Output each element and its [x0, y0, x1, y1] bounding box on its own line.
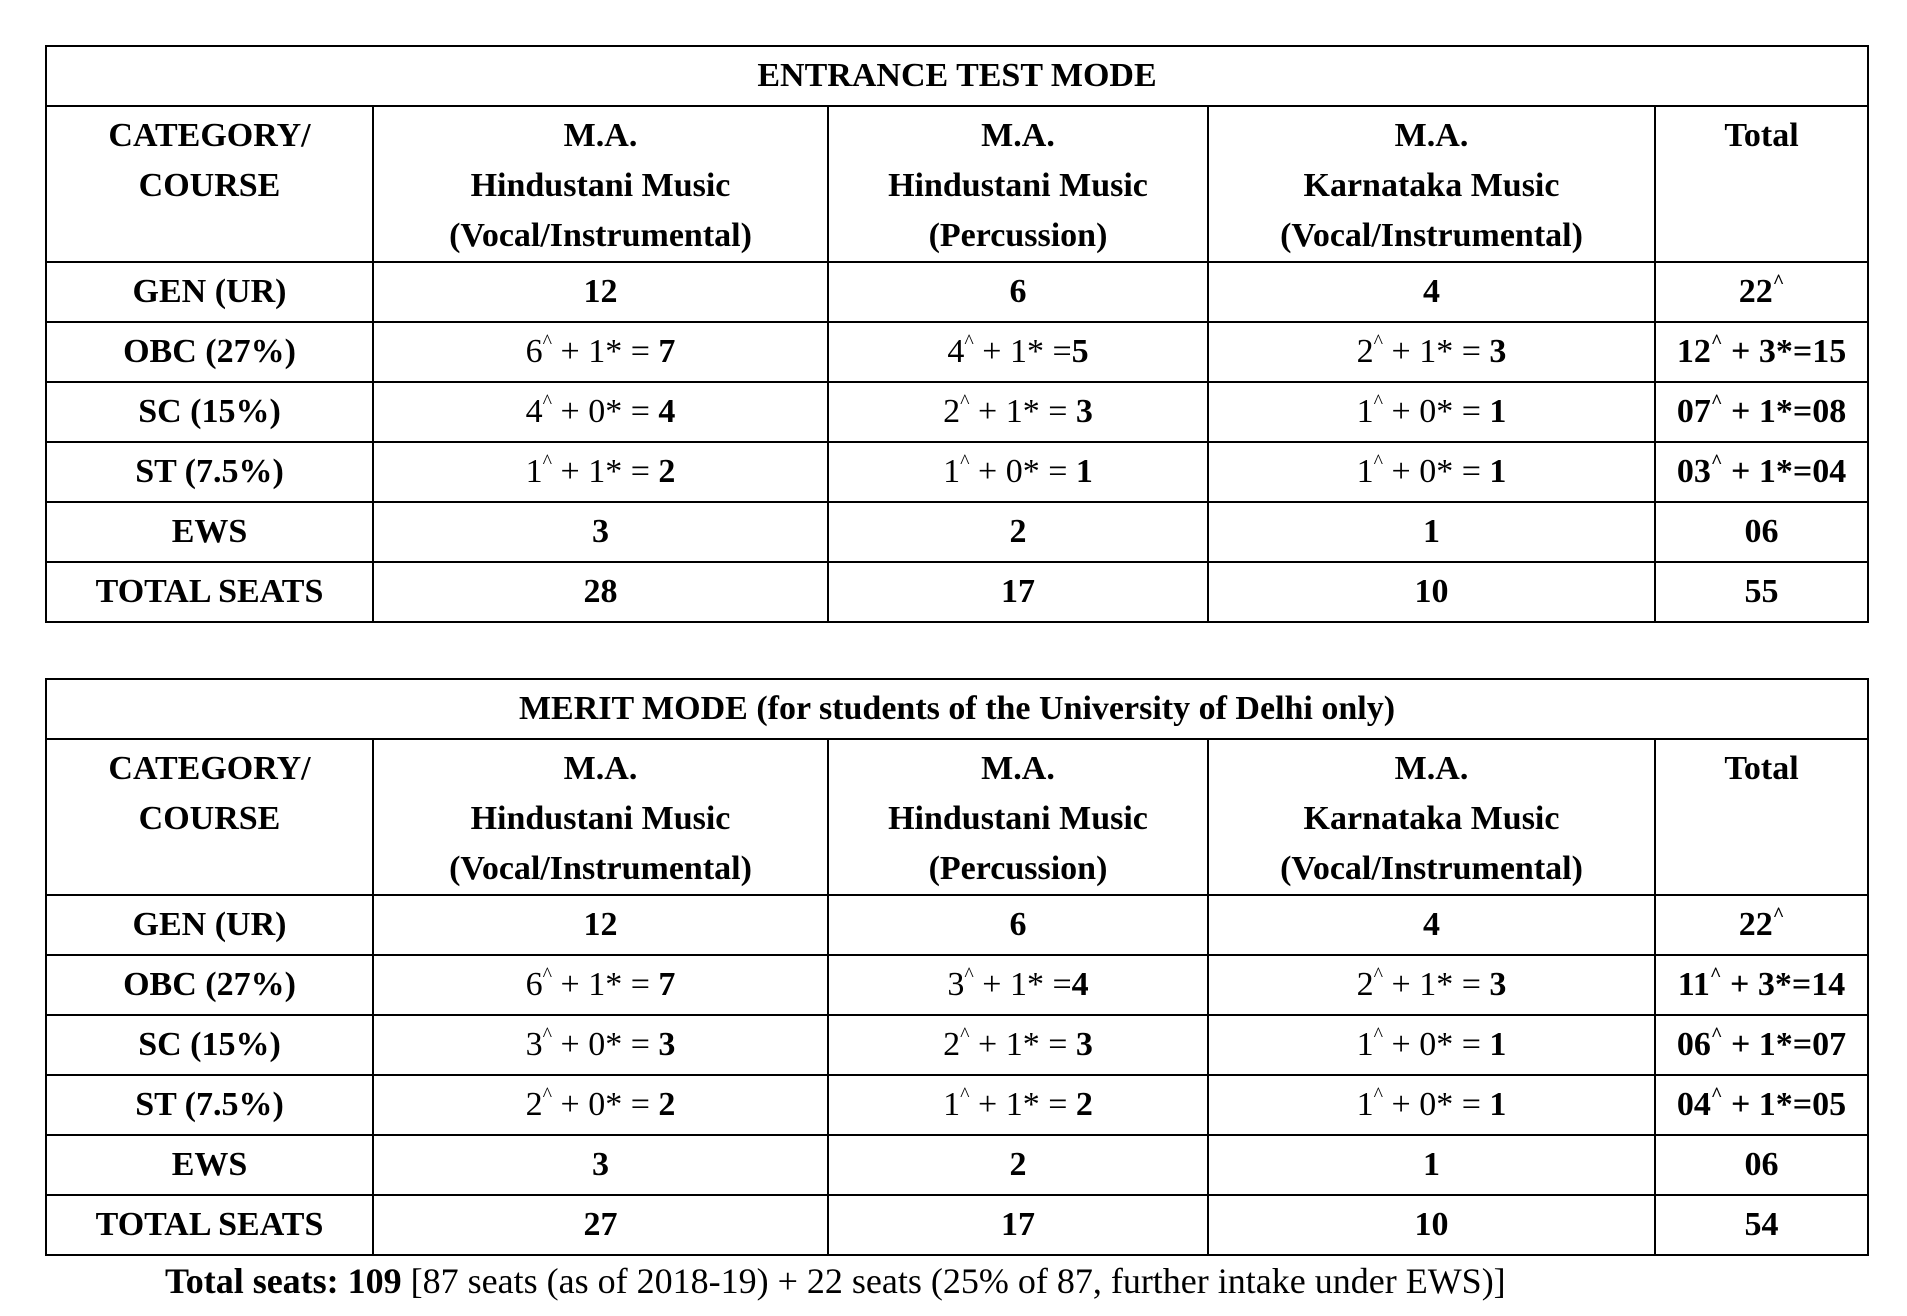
base-seats: 1 — [1356, 1086, 1374, 1123]
total-base: 22 — [1738, 906, 1773, 943]
seat-count-cell: 12 — [373, 895, 828, 955]
seat-count-cell: 1 — [1208, 1135, 1655, 1195]
base-seats: 4 — [525, 393, 543, 430]
caret-mark: ^ — [1373, 1084, 1384, 1106]
seat-breakdown-cell — [373, 1015, 828, 1075]
base-seats: 4 — [947, 333, 965, 370]
extra-seats: + 0* = — [1383, 1086, 1490, 1123]
table-row — [46, 562, 1868, 622]
seat-total: 3 — [1489, 333, 1507, 370]
seat-count-cell: 17 — [828, 562, 1208, 622]
header-line: (Vocal/Instrumental) — [449, 217, 752, 254]
seat-breakdown-cell — [373, 442, 828, 502]
total-base: 06 — [1676, 1026, 1711, 1063]
seat-total: 3 — [658, 1026, 676, 1063]
seat-total: 4 — [1071, 966, 1089, 1003]
seat-breakdown-cell — [373, 1075, 828, 1135]
extra-seats: + 1* = — [969, 393, 1076, 430]
total-extra: + 3*=15 — [1722, 333, 1847, 370]
header-line: COURSE — [138, 800, 281, 837]
seat-total: 3 — [1075, 393, 1093, 430]
entrance-table-body — [46, 46, 1868, 622]
caret-mark: ^ — [964, 331, 974, 353]
row-total-cell — [1655, 442, 1868, 502]
header-line: M.A. — [981, 750, 1055, 787]
seat-breakdown-cell — [373, 322, 828, 382]
base-seats: 6 — [525, 333, 543, 370]
header-line: M.A. — [1394, 117, 1469, 154]
header-line: Karnataka Music — [1303, 800, 1560, 837]
table-row — [46, 442, 1868, 502]
caret-mark: ^ — [1710, 1084, 1723, 1106]
caret-mark: ^ — [1373, 331, 1384, 353]
seat-count-cell: 12 — [373, 262, 828, 322]
caret-mark: ^ — [1373, 1024, 1384, 1046]
extra-seats: + 1* = — [552, 453, 659, 490]
caret-mark: ^ — [542, 391, 553, 413]
extra-seats: + 1* = — [973, 333, 1072, 370]
header-line: M.A. — [1394, 750, 1469, 787]
extra-seats: + 0* = — [1383, 453, 1490, 490]
base-seats: 1 — [943, 1086, 961, 1123]
seat-breakdown-cell — [828, 1075, 1208, 1135]
seat-count-cell: 6 — [828, 895, 1208, 955]
seat-breakdown-cell — [1208, 382, 1655, 442]
caret-mark: ^ — [542, 1024, 553, 1046]
seat-count-cell: 3 — [373, 1135, 828, 1195]
header-line: Hindustani Music — [470, 800, 731, 837]
base-seats: 6 — [525, 966, 543, 1003]
caret-mark: ^ — [542, 1084, 553, 1106]
seat-total: 2 — [1075, 1086, 1093, 1123]
total-base: 07 — [1676, 393, 1711, 430]
table-row — [46, 1075, 1868, 1135]
seat-total: 7 — [658, 966, 676, 1003]
total-extra: + 1*=04 — [1722, 453, 1847, 490]
category-cell: OBC (27%) — [46, 955, 373, 1015]
extra-seats: + 1* = — [969, 1026, 1076, 1063]
category-header — [46, 106, 373, 262]
course-header-hindustani-percussion — [828, 106, 1208, 262]
header-line: CATEGORY/ — [108, 117, 311, 154]
extra-seats: + 0* = — [552, 1086, 659, 1123]
seat-total: 2 — [658, 1086, 676, 1123]
category-cell: OBC (27%) — [46, 322, 373, 382]
category-cell: SC (15%) — [46, 382, 373, 442]
header-line: Hindustani Music — [888, 167, 1148, 204]
category-cell: ST (7.5%) — [46, 442, 373, 502]
total-extra: + 1*=08 — [1722, 393, 1847, 430]
table-title: ENTRANCE TEST MODE — [46, 46, 1868, 106]
seat-total: 1 — [1489, 393, 1507, 430]
seat-breakdown-cell — [828, 322, 1208, 382]
seat-count-cell: 28 — [373, 562, 828, 622]
header-line: Total — [1724, 117, 1799, 154]
caret-mark: ^ — [542, 331, 553, 353]
base-seats: 3 — [525, 1026, 543, 1063]
base-seats: 2 — [943, 1026, 961, 1063]
total-header — [1655, 739, 1868, 895]
caret-mark: ^ — [1710, 451, 1723, 473]
extra-seats: + 0* = — [1383, 393, 1490, 430]
extra-seats: + 1* = — [552, 966, 659, 1003]
category-cell: EWS — [46, 502, 373, 562]
course-header-hindustani-percussion — [828, 739, 1208, 895]
extra-seats: + 0* = — [552, 1026, 659, 1063]
course-header-karnataka-vocal — [1208, 739, 1655, 895]
extra-seats: + 1* = — [969, 1086, 1076, 1123]
table-row — [46, 382, 1868, 442]
header-line: Karnataka Music — [1303, 167, 1560, 204]
table-row — [46, 1195, 1868, 1255]
row-total-cell — [1655, 262, 1868, 322]
total-base: 11 — [1677, 966, 1710, 1003]
header-line: M.A. — [563, 750, 638, 787]
header-line: (Percussion) — [928, 850, 1108, 887]
seat-count-cell: 27 — [373, 1195, 828, 1255]
row-total-cell — [1655, 1015, 1868, 1075]
header-line: (Vocal/Instrumental) — [449, 850, 752, 887]
total-seats-label: Total seats: 109 — [165, 1261, 402, 1301]
table-title-row — [46, 46, 1868, 106]
seat-breakdown-cell — [828, 442, 1208, 502]
seat-count-cell: 6 — [828, 262, 1208, 322]
extra-seats: + 0* = — [969, 453, 1076, 490]
seat-breakdown-cell — [1208, 955, 1655, 1015]
row-total-cell — [1655, 382, 1868, 442]
category-cell: GEN (UR) — [46, 895, 373, 955]
merit-table-body — [46, 679, 1868, 1255]
seat-count-cell: 2 — [828, 1135, 1208, 1195]
row-total-cell — [1655, 895, 1868, 955]
total-seats-note — [165, 1258, 1506, 1304]
row-total-cell — [1655, 955, 1868, 1015]
table-row — [46, 1135, 1868, 1195]
seat-breakdown-cell — [1208, 322, 1655, 382]
seat-count-cell: 4 — [1208, 262, 1655, 322]
total-base: 03 — [1676, 453, 1711, 490]
total-extra: + 1*=07 — [1722, 1026, 1847, 1063]
header-line: Hindustani Music — [470, 167, 731, 204]
caret-mark: ^ — [1710, 391, 1723, 413]
category-cell: TOTAL SEATS — [46, 562, 373, 622]
table-row — [46, 322, 1868, 382]
table-title-row — [46, 679, 1868, 739]
seat-total: 5 — [1071, 333, 1089, 370]
row-total-cell: 06 — [1655, 502, 1868, 562]
base-seats: 2 — [1356, 333, 1374, 370]
caret-mark: ^ — [1772, 904, 1785, 926]
seat-total: 1 — [1075, 453, 1093, 490]
caret-mark: ^ — [542, 451, 553, 473]
seat-total: 2 — [658, 453, 676, 490]
seat-count-cell: 17 — [828, 1195, 1208, 1255]
seat-total: 1 — [1489, 1026, 1507, 1063]
table-row — [46, 1015, 1868, 1075]
seat-count-cell: 10 — [1208, 1195, 1655, 1255]
category-header — [46, 739, 373, 895]
seat-total: 1 — [1489, 1086, 1507, 1123]
table-row — [46, 895, 1868, 955]
row-total-cell — [1655, 1075, 1868, 1135]
base-seats: 1 — [1356, 1026, 1374, 1063]
header-line: Hindustani Music — [888, 800, 1148, 837]
course-header-hindustani-vocal — [373, 106, 828, 262]
seat-count-cell: 4 — [1208, 895, 1655, 955]
total-extra: + 1*=05 — [1722, 1086, 1847, 1123]
seat-breakdown-cell — [1208, 442, 1655, 502]
header-line: (Vocal/Instrumental) — [1280, 217, 1583, 254]
total-base: 22 — [1738, 273, 1773, 310]
seat-breakdown-cell — [828, 1015, 1208, 1075]
caret-mark: ^ — [1709, 964, 1722, 986]
caret-mark: ^ — [960, 1024, 970, 1046]
base-seats: 1 — [1356, 393, 1374, 430]
base-seats: 2 — [525, 1086, 543, 1123]
caret-mark: ^ — [1710, 1024, 1723, 1046]
seat-total: 3 — [1489, 966, 1507, 1003]
row-total-cell — [1655, 322, 1868, 382]
total-header — [1655, 106, 1868, 262]
header-line: (Vocal/Instrumental) — [1280, 850, 1583, 887]
base-seats: 2 — [1356, 966, 1374, 1003]
caret-mark: ^ — [960, 451, 970, 473]
caret-mark: ^ — [1710, 331, 1723, 353]
seat-breakdown-cell — [1208, 1075, 1655, 1135]
seat-total: 4 — [658, 393, 676, 430]
merit-mode-table — [45, 678, 1869, 1256]
seat-total: 3 — [1075, 1026, 1093, 1063]
extra-seats: + 1* = — [552, 333, 659, 370]
table-row — [46, 262, 1868, 322]
category-cell: SC (15%) — [46, 1015, 373, 1075]
caret-mark: ^ — [1373, 451, 1384, 473]
caret-mark: ^ — [960, 391, 970, 413]
header-line: (Percussion) — [928, 217, 1108, 254]
table-row — [46, 502, 1868, 562]
caret-mark: ^ — [542, 964, 553, 986]
seat-total: 7 — [658, 333, 676, 370]
row-total-cell: 06 — [1655, 1135, 1868, 1195]
total-base: 12 — [1676, 333, 1711, 370]
base-seats: 1 — [525, 453, 543, 490]
total-extra: + 3*=14 — [1721, 966, 1846, 1003]
seat-breakdown-cell — [373, 382, 828, 442]
table-row — [46, 955, 1868, 1015]
header-line: M.A. — [981, 117, 1055, 154]
seat-breakdown-cell — [828, 955, 1208, 1015]
seat-breakdown-cell — [828, 382, 1208, 442]
caret-mark: ^ — [964, 964, 974, 986]
header-line: CATEGORY/ — [108, 750, 311, 787]
extra-seats: + 0* = — [1383, 1026, 1490, 1063]
seat-breakdown-cell — [373, 955, 828, 1015]
extra-seats: + 1* = — [973, 966, 1072, 1003]
base-seats: 2 — [943, 393, 961, 430]
row-total-cell: 55 — [1655, 562, 1868, 622]
seat-total: 1 — [1489, 453, 1507, 490]
seat-breakdown-cell — [1208, 1015, 1655, 1075]
seat-count-cell: 10 — [1208, 562, 1655, 622]
total-base: 04 — [1676, 1086, 1711, 1123]
caret-mark: ^ — [1373, 964, 1384, 986]
extra-seats: + 1* = — [1383, 966, 1490, 1003]
caret-mark: ^ — [960, 1084, 970, 1106]
header-line: COURSE — [138, 167, 281, 204]
header-line: Total — [1724, 750, 1799, 787]
extra-seats: + 0* = — [552, 393, 659, 430]
category-cell: EWS — [46, 1135, 373, 1195]
table-title: MERIT MODE (for students of the University of Delhi only) — [46, 679, 1868, 739]
course-header-karnataka-vocal — [1208, 106, 1655, 262]
entrance-test-mode-table — [45, 45, 1869, 623]
seat-count-cell: 2 — [828, 502, 1208, 562]
row-total-cell: 54 — [1655, 1195, 1868, 1255]
category-cell: TOTAL SEATS — [46, 1195, 373, 1255]
category-cell: ST (7.5%) — [46, 1075, 373, 1135]
seat-count-cell: 1 — [1208, 502, 1655, 562]
category-cell: GEN (UR) — [46, 262, 373, 322]
total-seats-detail: [87 seats (as of 2018-19) + 22 seats (25% of 87, further intake under EWS)] — [401, 1261, 1506, 1301]
caret-mark: ^ — [1772, 271, 1785, 293]
header-line: M.A. — [563, 117, 638, 154]
course-header-hindustani-vocal — [373, 739, 828, 895]
extra-seats: + 1* = — [1383, 333, 1490, 370]
base-seats: 3 — [947, 966, 965, 1003]
base-seats: 1 — [943, 453, 961, 490]
seat-count-cell: 3 — [373, 502, 828, 562]
caret-mark: ^ — [1373, 391, 1384, 413]
table-header-row — [46, 106, 1868, 262]
table-header-row — [46, 739, 1868, 895]
base-seats: 1 — [1356, 453, 1374, 490]
